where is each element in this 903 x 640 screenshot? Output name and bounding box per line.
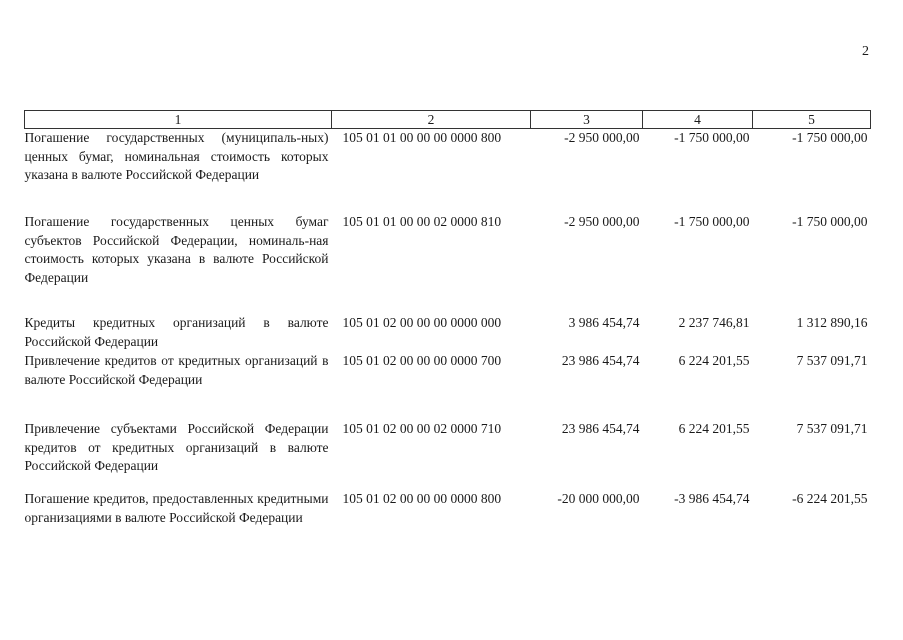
row-value-year-3: 1 312 890,16 (796, 315, 868, 330)
row-value-year-1: -20 000 000,00 (557, 491, 640, 506)
budget-sources-table (24, 110, 871, 550)
table-row (25, 314, 871, 352)
table-row (25, 213, 871, 314)
row-value-year-2: -1 750 000,00 (674, 130, 750, 145)
row-value-year-2: -1 750 000,00 (674, 214, 750, 229)
table-row (25, 490, 871, 550)
page-number: 2 (862, 44, 869, 59)
row-code: 105 01 01 00 00 02 0000 810 (342, 214, 502, 229)
column-header-2: 2 (332, 111, 531, 129)
row-value-year-3: -6 224 201,55 (792, 491, 868, 506)
row-code: 105 01 02 00 00 00 0000 800 (342, 491, 502, 506)
row-name: Погашение государственных ценных бумаг субъектов Российской Федерации, номиналь-ная стоимость которых указана в валюте Российской Федерации (24, 214, 329, 285)
column-header-1: 1 (25, 111, 332, 129)
row-name: Привлечение кредитов от кредитных организаций в валюте Российской Федерации (24, 353, 329, 387)
row-value-year-2: 6 224 201,55 (678, 353, 750, 368)
row-value-year-3: -1 750 000,00 (792, 214, 868, 229)
column-header-3: 3 (531, 111, 643, 129)
table-header-row (25, 111, 871, 129)
row-value-year-3: -1 750 000,00 (792, 130, 868, 145)
table-row (25, 352, 871, 420)
column-header-5: 5 (753, 111, 871, 129)
row-code: 105 01 02 00 00 00 0000 700 (342, 353, 502, 368)
row-name: Привлечение субъектами Российской Федерации кредитов от кредитных организаций в валюте Российской Федерации (24, 421, 329, 473)
row-value-year-1: -2 950 000,00 (564, 130, 640, 145)
row-code: 105 01 02 00 00 00 0000 000 (342, 315, 502, 330)
row-code: 105 01 01 00 00 00 0000 800 (342, 130, 502, 145)
row-value-year-1: 23 986 454,74 (561, 421, 640, 436)
row-name: Погашение кредитов, предоставленных кредитными организациями в валюте Российской Федерации (24, 491, 329, 525)
row-name: Погашение государственных (муниципаль-ных) ценных бумаг, номинальная стоимость которых указана в валюте Российской Федерации (24, 130, 329, 182)
column-header-4: 4 (643, 111, 753, 129)
row-value-year-1: -2 950 000,00 (564, 214, 640, 229)
table-row (25, 129, 871, 214)
row-value-year-3: 7 537 091,71 (796, 421, 868, 436)
row-value-year-2: 6 224 201,55 (678, 421, 750, 436)
row-value-year-1: 3 986 454,74 (568, 315, 640, 330)
row-value-year-2: -3 986 454,74 (674, 491, 750, 506)
row-value-year-3: 7 537 091,71 (796, 353, 868, 368)
row-value-year-2: 2 237 746,81 (678, 315, 750, 330)
row-name: Кредиты кредитных организаций в валюте Российской Федерации (24, 315, 329, 349)
row-value-year-1: 23 986 454,74 (561, 353, 640, 368)
table-row (25, 420, 871, 490)
row-code: 105 01 02 00 00 02 0000 710 (342, 421, 502, 436)
